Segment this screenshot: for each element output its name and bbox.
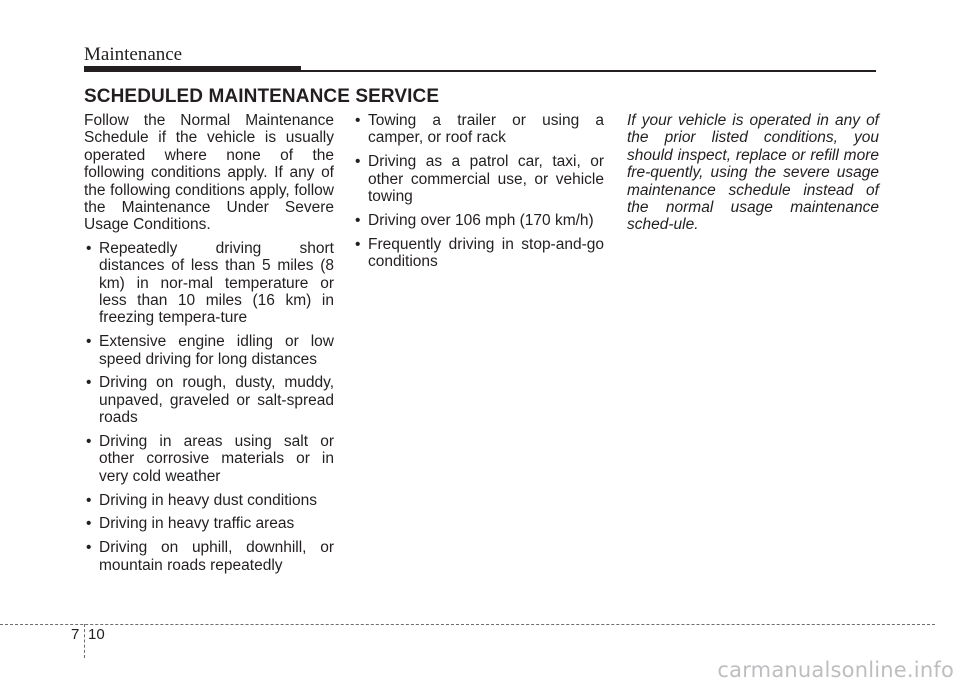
section-title: SCHEDULED MAINTENANCE SERVICE — [84, 86, 440, 107]
list-item — [84, 333, 334, 368]
bullet-icon: • — [86, 374, 92, 392]
list-item — [353, 112, 604, 147]
bullet-icon: • — [86, 433, 92, 451]
list-item — [84, 433, 334, 485]
list-item — [353, 153, 604, 205]
bullet-icon: • — [86, 333, 92, 351]
bullet-icon: • — [86, 239, 92, 257]
bullet-icon: • — [355, 211, 361, 229]
list-item — [84, 374, 334, 426]
list-item-text: Towing a trailer or using a camper, or roof rack — [368, 112, 604, 147]
list-item-text: Driving in heavy dust conditions — [99, 491, 317, 509]
bullet-icon: • — [355, 153, 361, 171]
severe-usage-note: If your vehicle is operated in any of the prior listed conditions, you should inspect, replace or refill more fre-quently, using the severe usage maintenance schedule instead of the normal usage maintenance sched-ule. — [627, 112, 879, 234]
list-item-text: Frequently driving in stop-and-go conditions — [368, 235, 604, 271]
list-item-text: Driving in heavy traffic areas — [99, 515, 295, 533]
chapter-number: 7 — [71, 626, 80, 643]
column-2 — [353, 112, 604, 277]
list-item-text: Repeatedly driving short distances of less than 5 miles (8 km) in nor-mal temperature or less than 10 miles (16 km) in freezing tempera-ture — [99, 239, 334, 327]
watermark: carmanualsonline.info — [717, 658, 954, 682]
bullet-icon: • — [355, 235, 361, 253]
list-item-text: Driving on rough, dusty, muddy, unpaved, graveled or salt-spread roads — [99, 374, 334, 427]
list-item — [353, 236, 604, 271]
list-item-text: Driving on uphill, downhill, or mountain roads repeatedly — [99, 539, 334, 574]
page-number: 10 — [88, 626, 105, 643]
conditions-list-2 — [353, 112, 604, 270]
bullet-icon: • — [86, 515, 92, 533]
list-item-text: Extensive engine idling or low speed driving for long distances — [99, 333, 334, 368]
list-item-text: Driving as a patrol car, taxi, or other commercial use, or vehicle towing — [368, 153, 604, 206]
list-item-text: Driving in areas using salt or other corrosive materials or in very cold weather — [99, 433, 334, 485]
list-item — [353, 212, 604, 229]
list-item-text: Driving over 106 mph (170 km/h) — [368, 211, 594, 229]
conditions-list-1 — [84, 240, 334, 574]
bullet-icon: • — [86, 539, 92, 557]
header-rule-thin — [301, 70, 876, 72]
bullet-icon: • — [86, 491, 92, 509]
list-item — [84, 492, 334, 509]
footer-rule — [0, 624, 935, 625]
bullet-icon: • — [355, 112, 361, 129]
column-3 — [627, 112, 879, 240]
list-item — [84, 539, 334, 574]
intro-paragraph: Follow the Normal Maintenance Schedule if the vehicle is usually operated where none of the following conditions apply. If any of the following conditions apply, follow the Maintenance Under Severe Usage Conditions. — [84, 112, 334, 234]
column-1 — [84, 112, 334, 580]
header-title: Maintenance — [84, 44, 183, 65]
list-item — [84, 515, 334, 532]
footer-divider — [84, 624, 85, 658]
header-rule-thick — [84, 66, 301, 72]
list-item — [84, 240, 334, 327]
